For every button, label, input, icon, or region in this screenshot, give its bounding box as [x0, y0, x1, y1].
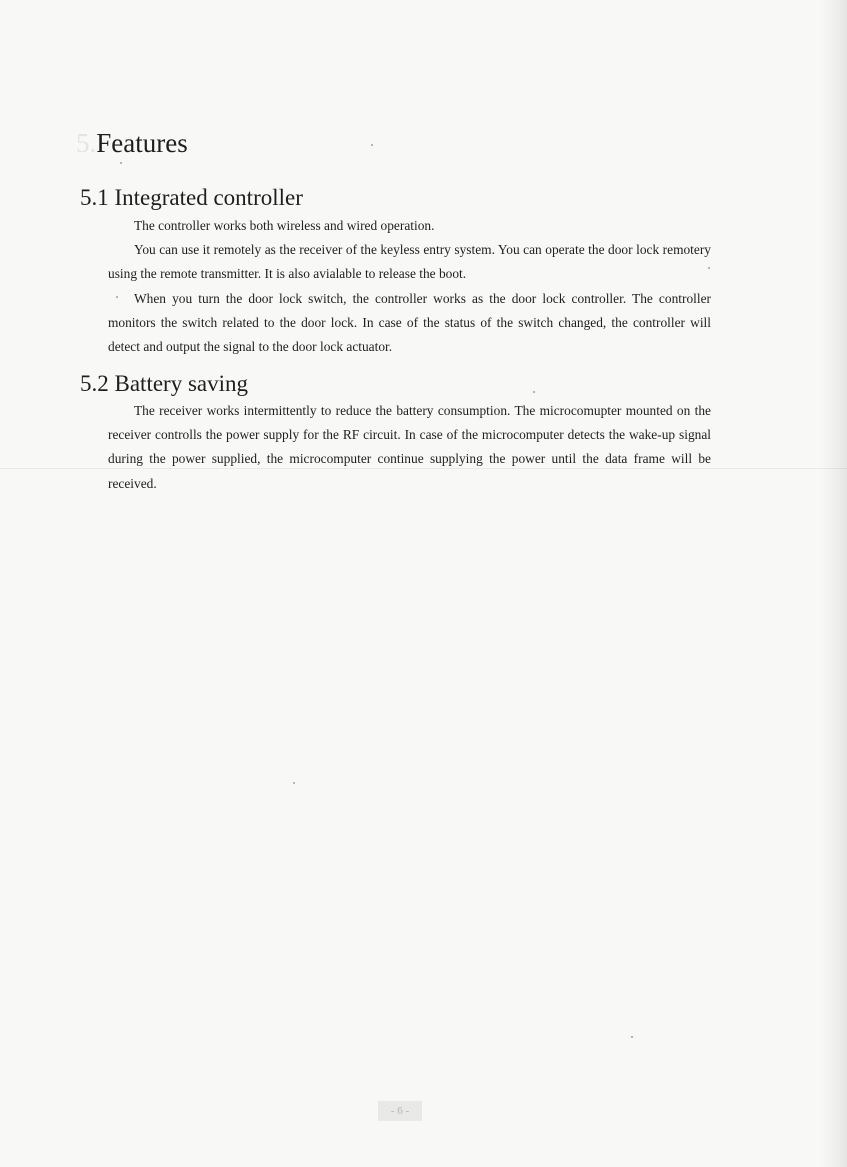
chapter-title-text: Features — [96, 128, 188, 158]
section-heading-integrated-controller: 5.1 Integrated controller — [80, 185, 303, 210]
section-body-integrated-controller — [108, 214, 711, 359]
paragraph: The controller works both wireless and wired operation. — [134, 218, 435, 233]
scan-speck — [371, 144, 373, 146]
scan-speck — [293, 782, 295, 784]
section-body-battery-saving — [108, 399, 711, 496]
paragraph: The receiver works intermittently to reduce the battery consumption. The microcomupter mounted on the receiver controlls the power supply for the RF circuit. In case of the microcomputer detects the wake-up signal during the power supplied, the microcomputer continue supplying the power until the data frame will be received. — [108, 403, 711, 491]
chapter-title — [76, 130, 188, 157]
chapter-number: 5. — [76, 128, 97, 158]
scan-edge-shadow — [821, 0, 847, 1167]
scan-speck — [631, 1036, 633, 1038]
paragraph: You can use it remotely as the receiver of the keyless entry system. You can operate the door lock remotery using the remote transmitter. It is also avialable to release the boot. — [108, 242, 711, 282]
paragraph: When you turn the door lock switch, the controller works as the door lock controller. The controller monitors the switch related to the door lock. In case of the status of the switch changed, the controller will detect and output the signal to the door lock actuator. — [108, 290, 711, 355]
section-heading-battery-saving: 5.2 Battery saving — [80, 371, 248, 396]
scan-speck — [120, 162, 122, 164]
scan-speck — [533, 391, 535, 393]
page-number: - 6 - — [378, 1101, 422, 1121]
